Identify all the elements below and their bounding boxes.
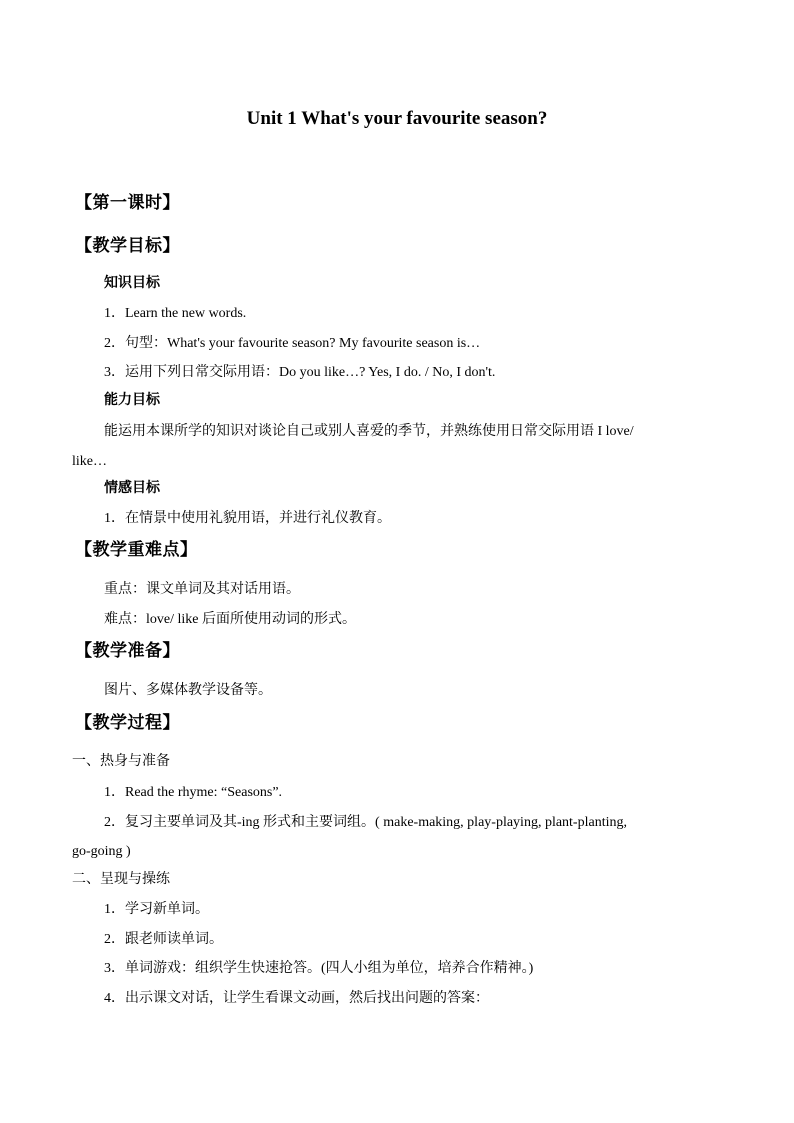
knowledge-item-1: 1．Learn the new words.: [104, 306, 247, 321]
knowledge-item-2: 2．句型：What's your favourite season? My favourite season is…: [104, 336, 481, 351]
presentation-heading: 二、呈现与操练: [72, 872, 170, 887]
lesson-label: 【第一课时】: [75, 193, 180, 212]
ability-goals-heading: 能力目标: [104, 393, 160, 408]
document-title: Unit 1 What's your favourite season?: [246, 108, 548, 129]
warmup-item-1: 1．Read the rhyme: “Seasons”.: [104, 785, 283, 800]
presentation-item-1: 1．学习新单词。: [104, 902, 209, 917]
goals-heading: 【教学目标】: [75, 236, 180, 255]
warmup-item-2-line-2: go-going ): [72, 844, 131, 859]
presentation-item-4: 4．出示课文对话，让学生看课文动画，然后找出问题的答案：: [104, 991, 489, 1006]
key-points-difficulty: 难点：love/ like 后面所使用动词的形式。: [104, 612, 356, 627]
presentation-item-2: 2．跟老师读单词。: [104, 932, 223, 947]
preparation-text: 图片、多媒体教学设备等。: [104, 683, 272, 698]
preparation-heading: 【教学准备】: [75, 641, 180, 660]
knowledge-item-3: 3．运用下列日常交际用语：Do you like…? Yes, I do. / No, I don't.: [104, 365, 496, 380]
presentation-item-3: 3．单词游戏：组织学生快速抢答。(四人小组为单位，培养合作精神。): [104, 961, 534, 976]
warmup-heading: 一、热身与准备: [72, 754, 170, 769]
ability-text-line-1: 能运用本课所学的知识对谈论自己或别人喜爱的季节，并熟练使用日常交际用语 I love/: [104, 424, 634, 439]
process-heading: 【教学过程】: [75, 713, 180, 732]
key-points-focus: 重点：课文单词及其对话用语。: [104, 582, 300, 597]
key-points-heading: 【教学重难点】: [75, 540, 198, 559]
emotion-item-1: 1．在情景中使用礼貌用语，并进行礼仪教育。: [104, 511, 391, 526]
knowledge-goals-heading: 知识目标: [104, 276, 160, 291]
ability-text-line-2: like…: [72, 454, 107, 469]
emotion-goals-heading: 情感目标: [104, 481, 160, 496]
warmup-item-2-line-1: 2．复习主要单词及其-ing 形式和主要词组。( make-making, play-playing, plant-planting,: [104, 815, 627, 830]
